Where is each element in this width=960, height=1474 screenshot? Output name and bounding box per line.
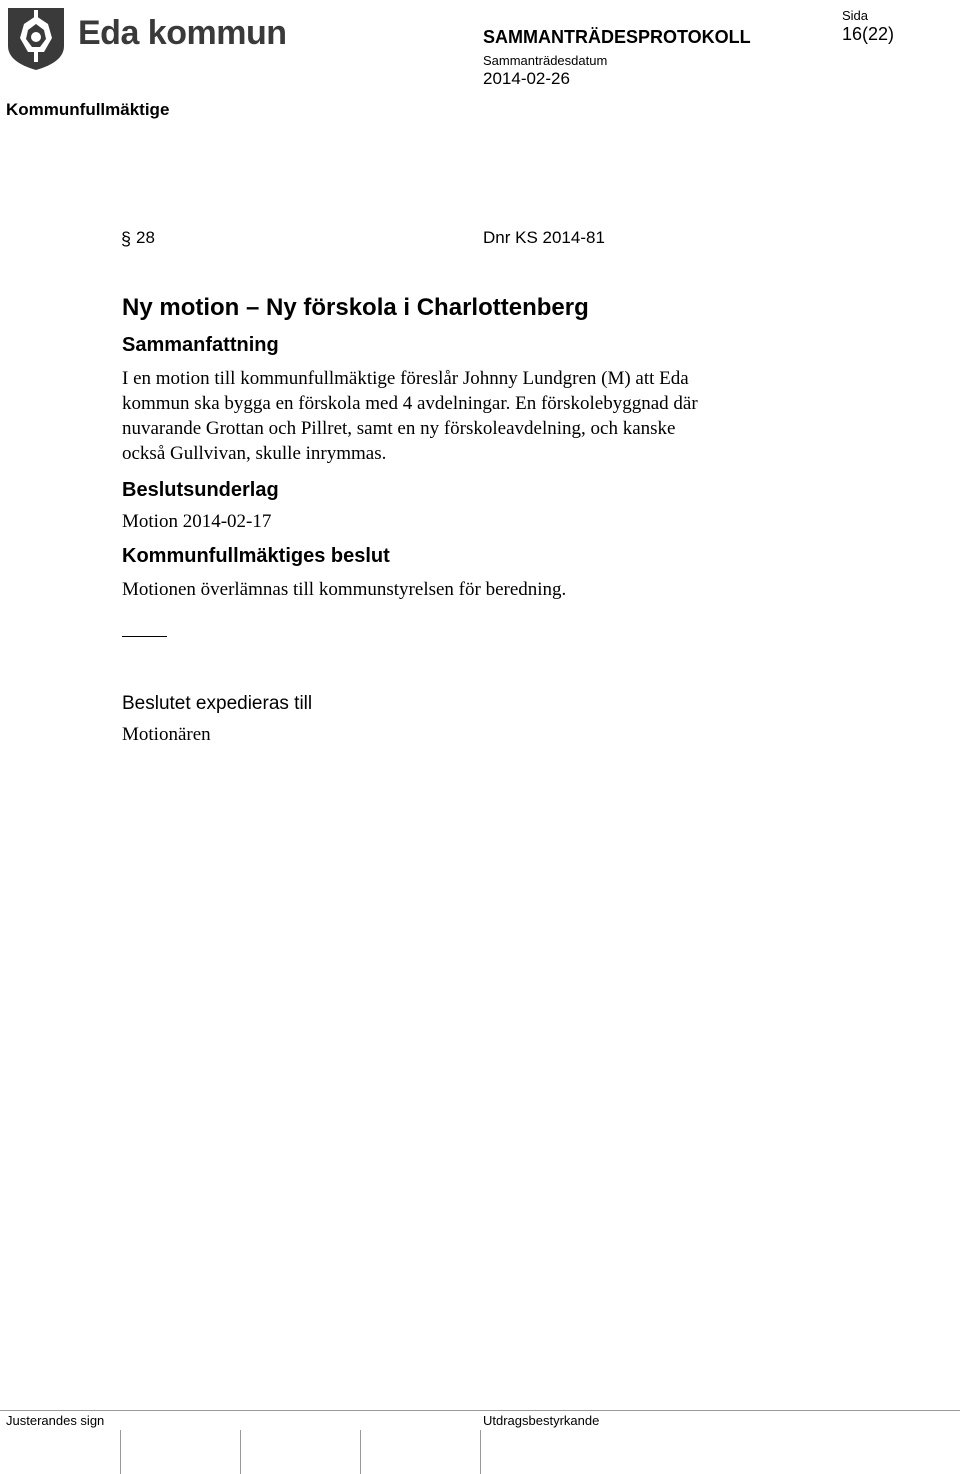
- decision-heading: Kommunfullmäktiges beslut: [122, 545, 390, 567]
- signature-box-divider: [360, 1430, 361, 1474]
- dispatch-label: Beslutet expedieras till: [122, 693, 313, 714]
- page-label: Sida: [842, 8, 869, 23]
- svg-text:§: §: [121, 230, 131, 248]
- signature-box-divider: [480, 1430, 481, 1474]
- summary-line: kommun ska bygga en förskola med 4 avdelningar. En förskolebyggnad där: [122, 393, 698, 414]
- dispatch-recipient: Motionären: [122, 724, 211, 745]
- section-number: 28: [136, 228, 155, 247]
- summary-heading: Sammanfattning: [122, 334, 279, 356]
- decision-text: Motionen överlämnas till kommunstyrelsen för beredning.: [122, 579, 567, 600]
- summary-text: [122, 366, 822, 466]
- summary-line: I en motion till kommunfullmäktige föreslår Johnny Lundgren (M) att Eda: [122, 368, 689, 389]
- summary-line: nuvarande Grottan och Pillret, samt en ny förskoleavdelning, och kanske: [122, 418, 676, 439]
- eda-kommun-logo-icon: [6, 6, 66, 72]
- separator-rule: [122, 636, 167, 637]
- meeting-date-value: 2014-02-26: [483, 69, 570, 88]
- basis-text: Motion 2014-02-17: [122, 511, 272, 532]
- section-title: Ny motion – Ny förskola i Charlottenberg: [122, 294, 589, 321]
- certification-label: Utdragsbestyrkande: [483, 1413, 600, 1428]
- logo-wordmark: Eda kommun: [78, 14, 287, 52]
- summary-line: också Gullvivan, skulle inrymmas.: [122, 443, 387, 464]
- body-name: Kommunfullmäktige: [6, 100, 170, 119]
- page-number: 16(22): [842, 24, 895, 44]
- signature-box-divider: [120, 1430, 121, 1474]
- signature-label: Justerandes sign: [6, 1413, 105, 1428]
- meeting-date-label: Sammanträdesdatum: [483, 53, 608, 68]
- diary-number: Dnr KS 2014-81: [483, 228, 605, 247]
- document-type: SAMMANTRÄDESPROTOKOLL: [483, 27, 751, 47]
- basis-heading: Beslutsunderlag: [122, 479, 279, 501]
- footer-divider: [0, 1410, 960, 1411]
- signature-box-divider: [240, 1430, 241, 1474]
- paragraph-sign-icon: [121, 230, 131, 248]
